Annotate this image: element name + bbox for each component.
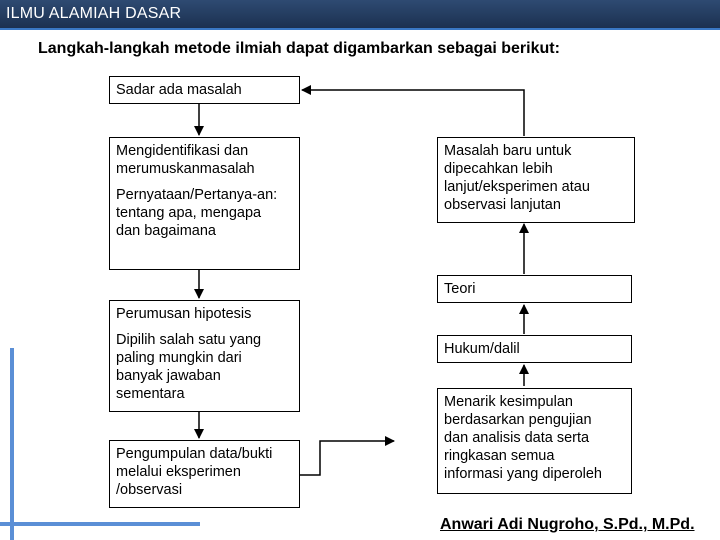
box-line: ringkasan semua: [444, 448, 555, 464]
arrow-masalah-baru-to-sadar: [302, 90, 524, 136]
box-label: Teori: [444, 281, 476, 297]
header-title: ILMU ALAMIAH DASAR: [6, 5, 182, 22]
decorative-horizontal-line: [0, 522, 200, 526]
box-identifikasi-masalah: [109, 137, 300, 270]
author-credit: Anwari Adi Nugroho, S.Pd., M.Pd.: [440, 516, 695, 533]
box-line: tentang apa, mengapa: [116, 205, 262, 221]
box-line: berdasarkan pengujian: [444, 412, 592, 428]
box-line: /observasi: [116, 482, 183, 498]
box-line: melalui eksperimen: [116, 464, 241, 480]
box-masalah-baru: [437, 137, 635, 223]
box-sadar-ada-masalah: [109, 76, 300, 104]
slide-subtitle: Langkah-langkah metode ilmiah dapat digambarkan sebagai berikut:: [38, 40, 560, 57]
box-teori: [437, 275, 632, 303]
box-line: paling mungkin dari: [116, 350, 242, 366]
box-line: dan bagaimana: [116, 223, 216, 239]
box-line: Mengidentifikasi dan: [116, 143, 249, 159]
box-line: informasi yang diperoleh: [444, 466, 602, 482]
box-menarik-kesimpulan: [437, 388, 632, 494]
box-line: sementara: [116, 386, 185, 402]
box-line: observasi lanjutan: [444, 197, 561, 213]
arrow-pengumpulan-to-menarik: [300, 441, 394, 475]
box-line: Pengumpulan data/bukti: [116, 446, 273, 462]
box-line: Dipilih salah satu yang: [116, 332, 262, 348]
box-line: dipecahkan lebih: [444, 161, 553, 177]
box-line: lanjut/eksperimen atau: [444, 179, 590, 195]
box-line: Perumusan hipotesis: [116, 306, 252, 322]
box-label: Hukum/dalil: [444, 341, 520, 357]
box-line: Pernyataan/Pertanya-an:: [116, 187, 278, 203]
box-label: Sadar ada masalah: [116, 82, 242, 98]
box-pengumpulan-data: [109, 440, 300, 508]
box-hukum-dalil: [437, 335, 632, 363]
box-line: Masalah baru untuk: [444, 143, 572, 159]
box-perumusan-hipotesis: [109, 300, 300, 412]
decorative-vertical-line: [10, 348, 14, 540]
box-line: dan analisis data serta: [444, 430, 590, 446]
box-line: banyak jawaban: [116, 368, 221, 384]
box-line: merumuskanmasalah: [116, 161, 255, 177]
box-line: Menarik kesimpulan: [444, 394, 573, 410]
